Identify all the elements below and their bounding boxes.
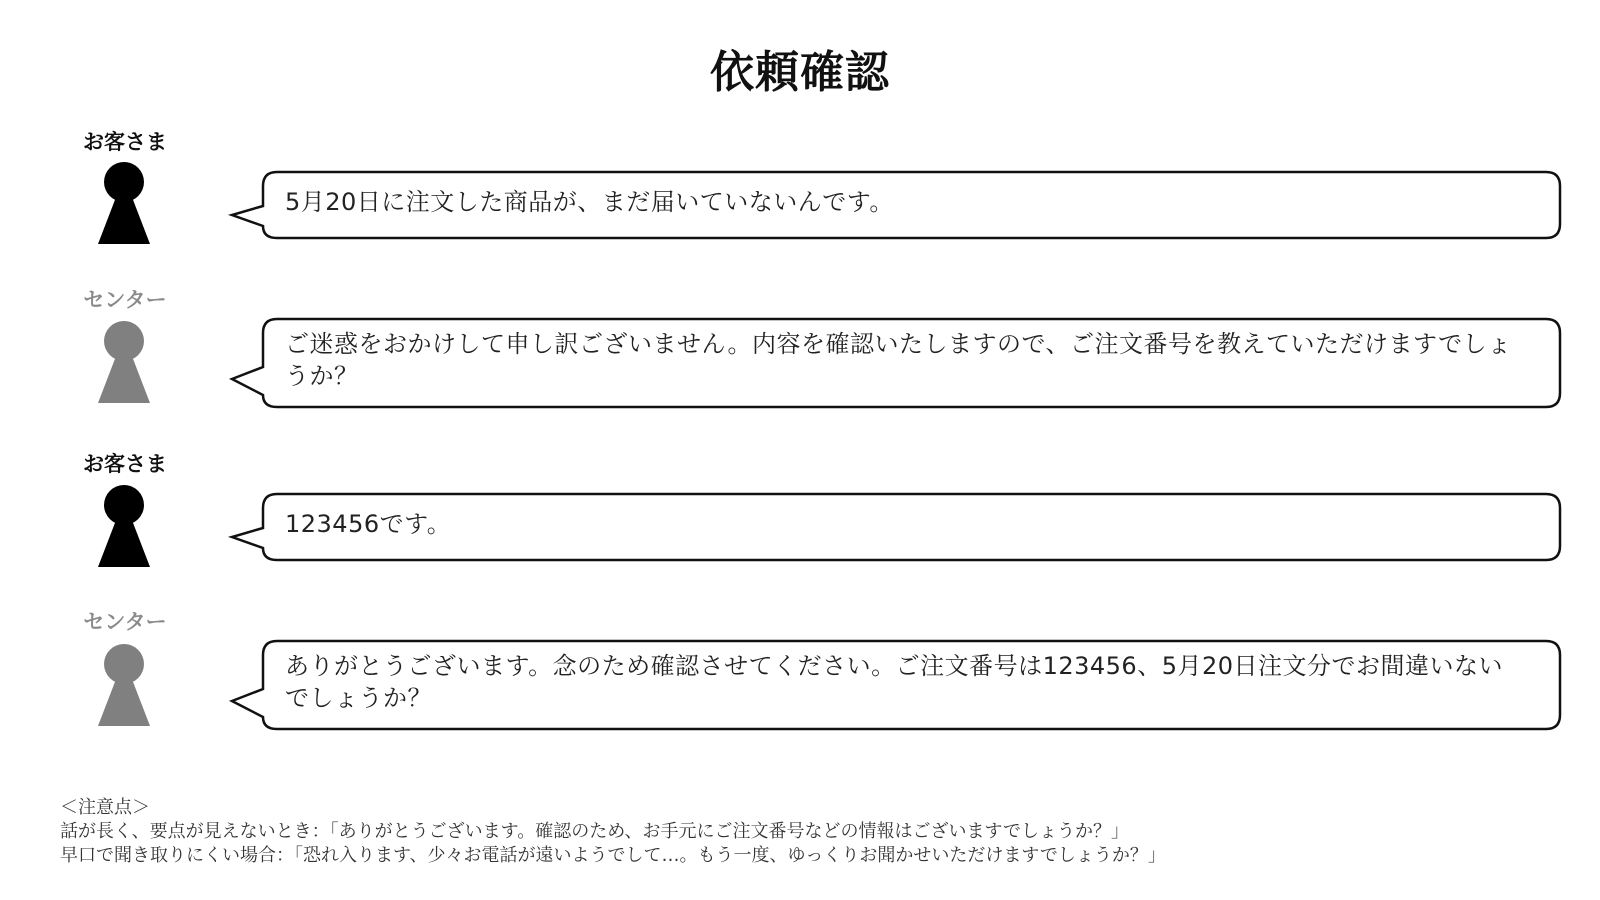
notes-heading: ＜注意点＞ [60,797,150,818]
bubble-text: 123456です。 [285,510,452,538]
notes-line: 話が長く、要点が見えないとき：「ありがとうございます。確認のため、お手元にご注文番号などの情報はございますでしょうか？」 [60,821,1130,842]
bubble-text: 5月20日に注文した商品が、まだ届いていないんです。 [285,188,894,216]
bubble-text: ありがとうございます。念のため確認させてください。ご注文番号は123456、5月20日注文分でお間違いないでしょうか？ [285,652,1504,712]
speaker-label-center: センター [83,288,167,312]
speaker-label-customer: お客さま [83,452,167,476]
person-icon [98,321,150,403]
person-icon [98,162,150,244]
notes-section [60,796,1166,868]
speaker-label-center: センター [83,610,167,634]
notes-line: 早口で聞き取りにくい場合：「恐れ入ります、少々お電話が遠いようでして…。もう一度、ゆっくりお聞かせいただけますでしょうか？」 [60,845,1166,866]
speaker-label-customer: お客さま [83,130,167,154]
person-icon [98,644,150,726]
bubble-text: ご迷惑をおかけして申し訳ございません。内容を確認いたしますので、ご注文番号を教えていただけますでしょうか？ [285,330,1512,390]
person-icon [98,485,150,567]
page-title: 依頼確認 [710,47,890,98]
